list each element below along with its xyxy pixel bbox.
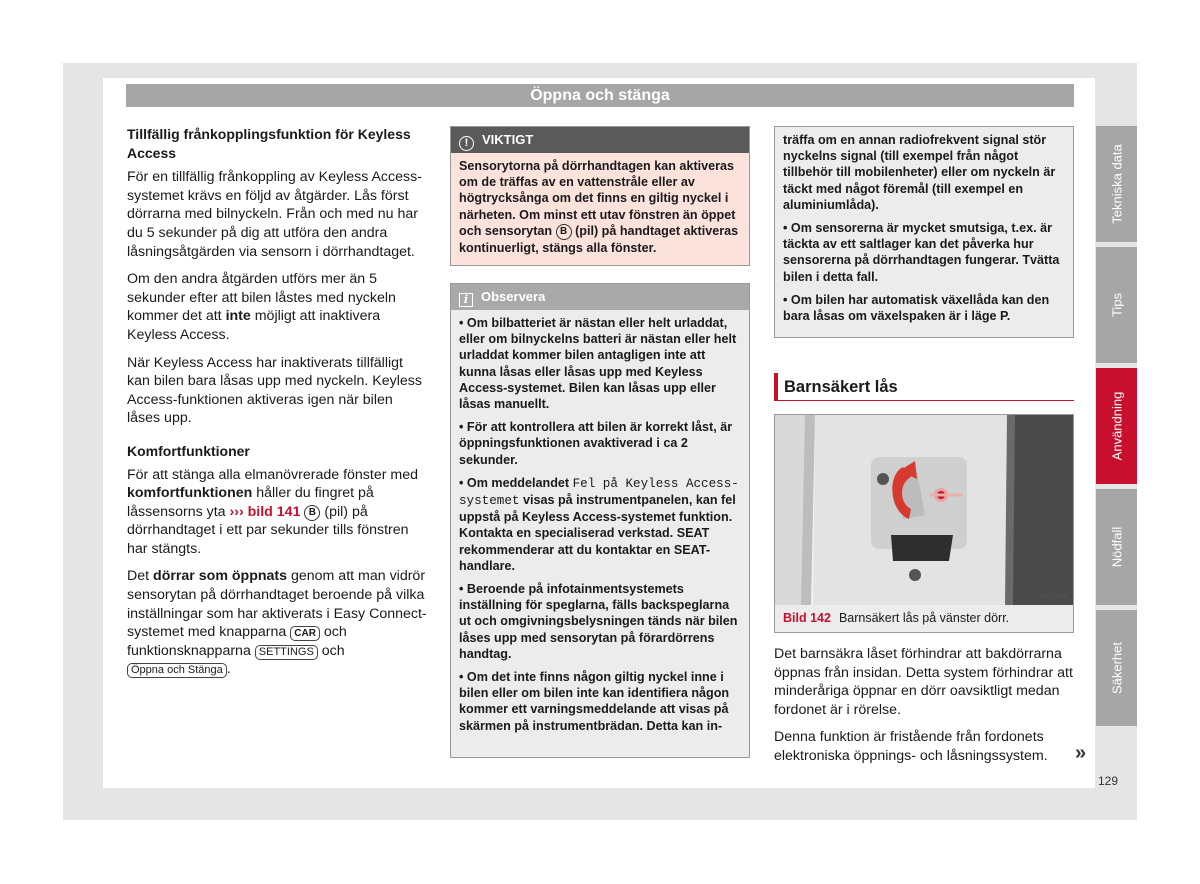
figure-code: B6J-0338	[1041, 595, 1067, 601]
figure-link[interactable]: ››› bild 141	[229, 503, 301, 520]
open-close-key-symbol: Öppna och Stänga	[127, 663, 227, 678]
warning-box	[450, 126, 750, 266]
note-item: • Om meddelandet Fel på Keyless Access-systemet visas på instrumentpanelen, kan fel uppstå på Keyless Access-systemet funktion. Kontakta en specialiserad verkstad. SEAT rekommenderar att du kontaktar en SEAT-handlare.	[459, 475, 739, 573]
tab-nodfall[interactable]: Nödfall	[1096, 489, 1137, 605]
note-item: • För att kontrollera att bilen är korrekt låst, är öppningsfunktionen avaktiverad i ca 2 sekunder.	[459, 420, 733, 467]
paragraph: För att stänga alla elmanövrerade fönster med komfortfunktionen håller du fingret på låssensorns yta ››› bild 141 B (pil) på dörrhandtaget i ett par sekunder tills fönstren har stängts.	[127, 466, 418, 557]
settings-key-symbol: SETTINGS	[255, 645, 318, 660]
continue-arrow-icon: »	[1075, 742, 1087, 764]
info-icon: i	[459, 293, 473, 307]
tab-sakerhet[interactable]: Säkerhet	[1096, 610, 1137, 726]
note-text	[451, 310, 749, 746]
warning-text: Sensorytorna på dörrhandtagen kan aktiveras om de träffas av en vattenstråle eller av högtrycksånga om det finns en giltig nyckel i närheten. Om minst ett utav fönstren än öppet och sensorytan B (pil) på handtaget aktiveras kontinuerligt, stängs alla fönster.	[459, 159, 739, 255]
note-item: • Om bilen har automatisk växellåda kan den bara låsas om växelspaken är i läge P.	[783, 292, 1050, 324]
section-title: Barnsäkert lås	[774, 373, 1074, 401]
paragraph: När Keyless Access har inaktiverats tillfälligt kan bilen bara låsas upp med nyckeln. Keyless Access-funktionen aktiveras igen när bilen låses upp.	[127, 354, 422, 427]
note-continued-text	[775, 127, 1073, 336]
note-item: träffa om en annan radiofrekvent signal stör nyckelns signal (till exempel från något tillbehör till mobilenheter) eller om nyckeln är täckt med något föremål (till exempel en aluminiumlåda).	[783, 133, 1056, 212]
page-title: Öppna och stänga	[126, 84, 1074, 107]
car-key-symbol: CAR	[290, 626, 320, 641]
note-header: i Observera	[451, 284, 749, 310]
marker-b: B	[304, 505, 320, 521]
paragraph: Det dörrar som öppnats genom att man vidrör sensorytan på dörrhandtaget beroende på vilka inställningar som har aktiverats i Easy Connect-systemet med knapparna CAR och funktionsknapparna SETTINGS och Öppna och Stänga .	[127, 568, 427, 678]
note-item: • Beroende på infotainmentsystemets inställning för speglarna, fälls backspeglarna ut och omgivningsbelysningen tänds när bilen låses upp med sensorytan på förardörrens handtag.	[459, 582, 738, 661]
warning-icon: !	[459, 136, 474, 151]
paragraph: Denna funktion är fristående från fordonets elektroniska öppnings- och låsningssystem.	[774, 729, 1048, 764]
heading-comfort: Komfortfunktioner	[127, 442, 250, 459]
note-item: • Om det inte finns någon giltig nyckel inne i bilen eller om bilen inte kan identifiera någon kommer ett varningsmeddelande att visas på skärmen på instrumentbrädan. Detta kan in-	[459, 670, 730, 733]
figure-caption: Bild 142 Barnsäkert lås på vänster dörr.	[783, 611, 1010, 625]
tab-tips[interactable]: Tips	[1096, 247, 1137, 363]
marker-b: B	[556, 224, 572, 240]
tab-anvandning[interactable]: Användning	[1096, 368, 1137, 484]
paragraph: Det barnsäkra låset förhindrar att bakdörrarna öppnas från insidan. Detta system förhindrar att minderåriga öppnar en dörr oavsiktligt medan fordonet är i rörelse.	[774, 646, 1073, 718]
note-continued-box	[774, 126, 1074, 338]
warning-header: ! VIKTIGT	[451, 127, 749, 153]
note-box	[450, 283, 750, 758]
note-item: • Om bilbatteriet är nästan eller helt urladdat, eller om bilnyckelns batteri är nästan eller helt urladdat kommer bilen antagligen inte att kunna låsas eller låsas upp med Keyless Access-systemet. Bilen kan låsas upp eller låsas manuellt.	[459, 316, 737, 412]
tab-tekniska-data[interactable]: Tekniska data	[1096, 126, 1137, 242]
page-number: 129	[1098, 774, 1119, 788]
heading-keyless: Tillfällig frånkopplingsfunktion för Keyless Access	[127, 126, 411, 161]
paragraph: Om den andra åtgärden utförs mer än 5 sekunder efter att bilen låstes med nyckeln kommer det att inte möjligt att inaktivera Keyless Access.	[127, 271, 396, 343]
child-lock-text	[774, 645, 1074, 775]
figure-child-lock	[774, 414, 1074, 633]
left-column	[127, 125, 427, 688]
paragraph: För en tillfällig frånkoppling av Keyless Access-systemet krävs en följd av åtgärder. Lås först dörrarna med bilnyckeln. Från och med nu har du 5 sekunder på dig att utföra den andra låsningsåtgärden via sensorn i dörrhandtaget.	[127, 169, 422, 260]
child-lock-illustration	[775, 415, 1073, 605]
note-item: • Om sensorerna är mycket smutsiga, t.ex. är täckta av ett saltlager kan det påverka hur sensorerna på dörrhandtagen fungerar. Tvätta bilen i detta fall.	[783, 221, 1060, 284]
